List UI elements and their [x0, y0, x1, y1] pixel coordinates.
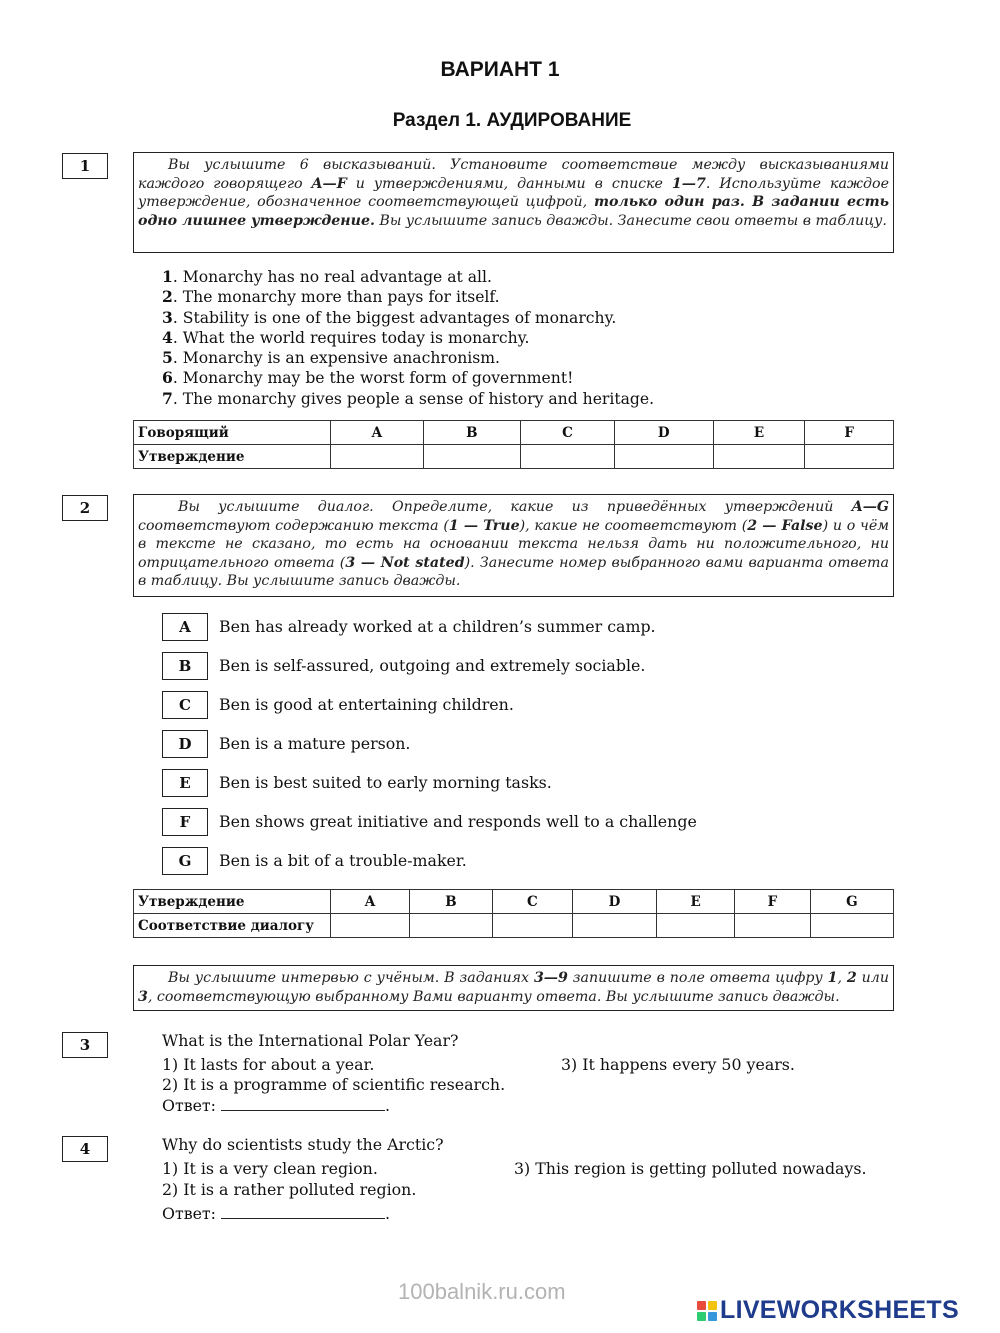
task4-option-2: 2) It is a rather polluted region.	[162, 1180, 417, 1199]
table-header-cell: A	[331, 890, 410, 914]
table-row-label: Утверждение	[134, 445, 331, 469]
table-header-cell: F	[805, 421, 894, 445]
statement-text-c: Ben is good at entertaining children.	[219, 695, 514, 714]
list-item: 7. The monarchy gives people a sense of history and heritage.	[162, 388, 655, 408]
answer-label: Ответ:	[162, 1204, 216, 1223]
task3-option-1: 1) It lasts for about a year.	[162, 1055, 375, 1074]
statement-letter-b: B	[162, 652, 208, 680]
table-header-cell: C	[492, 890, 572, 914]
table-row	[134, 914, 894, 938]
answer-label: Ответ:	[162, 1096, 216, 1115]
page-title: ВАРИАНТ 1	[440, 58, 560, 81]
statement-letter-f: F	[162, 808, 208, 836]
answer-cell-a[interactable]	[331, 445, 424, 469]
task3-option-2: 2) It is a programme of scientific research.	[162, 1075, 506, 1094]
table-header-cell: D	[572, 890, 656, 914]
statement-text-g: Ben is a bit of a trouble-maker.	[219, 851, 467, 870]
task1-answer-table	[133, 420, 894, 469]
statement-text-f: Ben shows great initiative and responds well to a challenge	[219, 812, 697, 831]
table-header-cell: F	[735, 890, 810, 914]
list-item: 6. Monarchy may be the worst form of government!	[162, 368, 574, 388]
list-item: 3. Stability is one of the biggest advantages of monarchy.	[162, 307, 617, 327]
task2-answer-table	[133, 889, 894, 938]
statement-letter-d: D	[162, 730, 208, 758]
table-row-label: Соответствие диалогу	[134, 914, 331, 938]
task3-option-3: 3) It happens every 50 years.	[561, 1055, 795, 1074]
answer-cell-e[interactable]	[713, 445, 805, 469]
liveworksheets-logo	[697, 1296, 959, 1325]
task4-question: Why do scientists study the Arctic?	[162, 1135, 444, 1154]
answer-cell-e[interactable]	[657, 914, 735, 938]
answer-cell-c[interactable]	[520, 445, 614, 469]
answer-cell-c[interactable]	[492, 914, 572, 938]
answer-input-3[interactable]	[221, 1096, 385, 1111]
task-number-3: 3	[62, 1032, 108, 1058]
list-item: 4. What the world requires today is monarchy.	[162, 327, 530, 347]
task-number-4: 4	[62, 1136, 108, 1162]
task1-instruction: Вы услышите 6 высказываний. Установите соответствие между высказываниями каждого говорящего A—F и утверждениями, данными в списке 1—7. Используйте каждое утверждение, обозначенное соответствующей цифрой, только один раз. В задании есть одно лишнее утверждение. Вы услышите запись дважды. Занесите свои ответы в таблицу.	[133, 152, 894, 253]
answer-cell-f[interactable]	[735, 914, 810, 938]
answer-cell-a[interactable]	[331, 914, 410, 938]
logo-grid-icon	[697, 1301, 717, 1321]
list-item: 5. Monarchy is an expensive anachronism.	[162, 348, 501, 368]
section-title: Раздел 1. АУДИРОВАНИЕ	[392, 110, 632, 131]
statement-letter-e: E	[162, 769, 208, 797]
statement-letter-a: A	[162, 613, 208, 641]
task1-statement-list	[162, 267, 654, 409]
answer-cell-d[interactable]	[614, 445, 713, 469]
task4-option-3: 3) This region is getting polluted nowadays.	[514, 1159, 867, 1178]
list-item: 2. The monarchy more than pays for itself.	[162, 287, 500, 307]
watermark: 100balnik.ru.com	[398, 1279, 566, 1304]
table-header-cell: C	[520, 421, 614, 445]
task4-answer-row: Ответ: .	[162, 1204, 391, 1223]
statement-letter-c: C	[162, 691, 208, 719]
table-row	[134, 421, 894, 445]
answer-cell-g[interactable]	[810, 914, 893, 938]
answer-cell-f[interactable]	[805, 445, 894, 469]
task-number-1: 1	[62, 153, 108, 179]
brand-name: LIVEWORKSHEETS	[720, 1296, 959, 1324]
statement-text-d: Ben is a mature person.	[219, 734, 411, 753]
table-header-cell: B	[423, 421, 520, 445]
task-number-2: 2	[62, 495, 108, 521]
interview-instruction: Вы услышите интервью с учёным. В заданиях 3—9 запишите в поле ответа цифру 1, 2 или 3, соответствующую выбранному Вами варианту ответа. Вы услышите запись дважды.	[133, 965, 894, 1011]
table-row	[134, 445, 894, 469]
table-header-cell: Утверждение	[134, 890, 331, 914]
table-header-cell: E	[657, 890, 735, 914]
task3-answer-row: Ответ: .	[162, 1096, 391, 1115]
statement-text-b: Ben is self-assured, outgoing and extremely sociable.	[219, 656, 646, 675]
task2-instruction: Вы услышите диалог. Определите, какие из приведённых утверждений A—G соответствуют содержанию текста (1 — True), какие не соответствуют (2 — False) и о чём в тексте не сказано, то есть на основании текста нельзя дать ни положительного, ни отрицательного ответа (3 — Not stated). Занесите номер выбранного вами варианта ответа в таблицу. Вы услышите запись дважды.	[133, 494, 894, 597]
list-item: 1. Monarchy has no real advantage at all.	[162, 267, 492, 286]
statement-letter-g: G	[162, 847, 208, 875]
table-header-cell: E	[713, 421, 805, 445]
table-header-cell: B	[410, 890, 493, 914]
answer-input-4[interactable]	[221, 1204, 385, 1219]
answer-cell-b[interactable]	[410, 914, 493, 938]
task4-option-1: 1) It is a very clean region.	[162, 1159, 378, 1178]
task3-question: What is the International Polar Year?	[162, 1031, 459, 1050]
answer-cell-d[interactable]	[572, 914, 656, 938]
statement-text-e: Ben is best suited to early morning tasks.	[219, 773, 552, 792]
table-header-cell: A	[331, 421, 424, 445]
table-header-cell: D	[614, 421, 713, 445]
answer-cell-b[interactable]	[423, 445, 520, 469]
table-header-cell: Говорящий	[134, 421, 331, 445]
table-header-cell: G	[810, 890, 893, 914]
table-row	[134, 890, 894, 914]
statement-text-a: Ben has already worked at a children’s summer camp.	[219, 617, 656, 636]
